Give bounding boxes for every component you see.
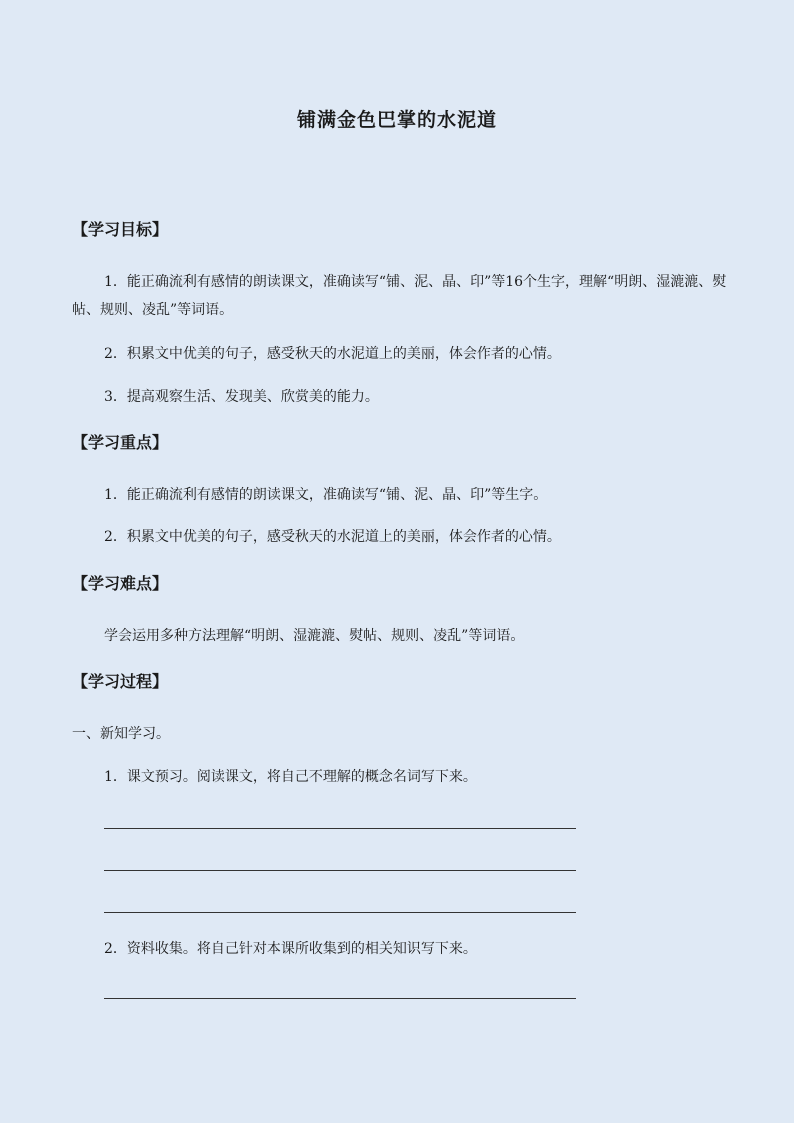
process-step-2: 2．资料收集。将自己针对本课所收集到的相关知识写下来。 (104, 941, 477, 957)
difficulty-item-1: 学会运用多种方法理解“明朗、湿漉漉、熨帖、规则、凌乱”等词语。 (104, 628, 525, 644)
heading-learning-process: 【学习过程】 (72, 672, 169, 691)
heading-key-points: 【学习重点】 (72, 433, 169, 452)
key-point-item-2: 2．积累文中优美的句子，感受秋天的水泥道上的美丽，体会作者的心情。 (104, 529, 561, 545)
answer-line-2[interactable] (104, 870, 576, 871)
process-step-1: 1．课文预习。阅读课文，将自己不理解的概念名词写下来。 (104, 769, 477, 785)
heading-difficulties: 【学习难点】 (72, 574, 169, 593)
process-part-1: 一、新知学习。 (72, 726, 170, 742)
answer-line-3[interactable] (104, 912, 576, 913)
goal-item-3: 3．提高观察生活、发现美、欣赏美的能力。 (104, 389, 379, 405)
page-title: 铺满金色巴掌的水泥道 (296, 109, 497, 131)
goal-item-1: 1．能正确流利有感情的朗读课文，准确读写“铺、泥、晶、印”等16个生字，理解“明朗、湿漉漉、熨帖、规则、凌乱”等词语。 (72, 274, 727, 318)
answer-line-1[interactable] (104, 828, 576, 829)
answer-line-4[interactable] (104, 998, 576, 999)
goal-item-2: 2．积累文中优美的句子，感受秋天的水泥道上的美丽，体会作者的心情。 (104, 346, 561, 362)
key-point-item-1: 1．能正确流利有感情的朗读课文，准确读写“铺、泥、晶、印”等生字。 (104, 487, 548, 503)
heading-learning-goals: 【学习目标】 (72, 220, 169, 239)
